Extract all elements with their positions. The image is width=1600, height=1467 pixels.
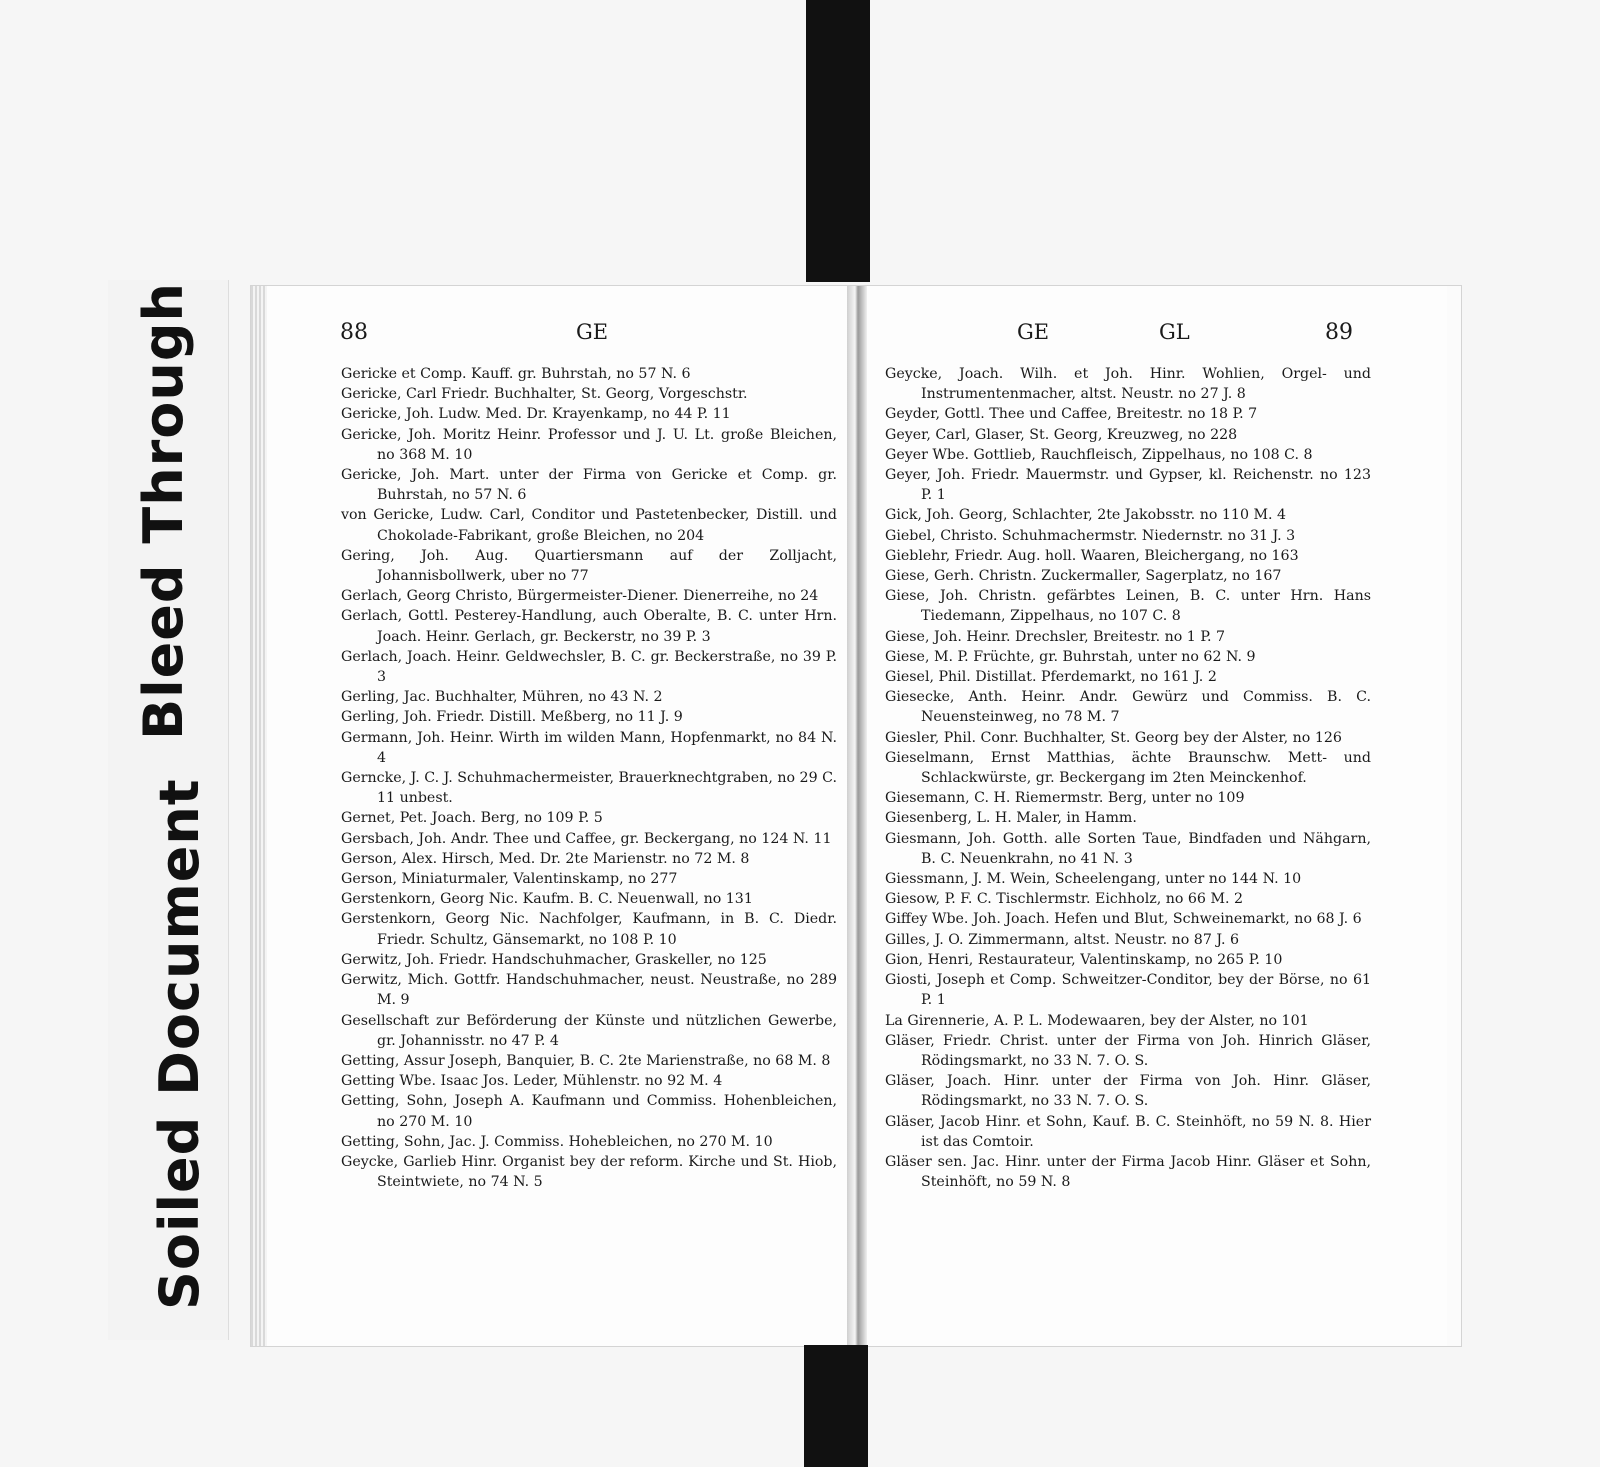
directory-entry: Gericke et Comp. Kauff. gr. Buhrstah, no 57 N. 6 — [341, 366, 691, 382]
directory-entry: Getting, Sohn, Joseph A. Kaufmann und Commiss. Hohenbleichen, no 270 M. 10 — [341, 1093, 837, 1130]
directory-entry: Giesow, P. F. C. Tischlermstr. Eichholz, no 66 M. 2 — [885, 891, 1244, 908]
directory-entry: Gläser, Joach. Hinr. unter der Firma von Joh. Hinr. Gläser, Rödingsmarkt, no 33 N. 7. O. S. — [885, 1073, 1371, 1110]
directory-entry: Gläser, Jacob Hinr. et Sohn, Kauf. B. C. Steinhöft, no 59 N. 8. Hier ist das Comtoir. — [885, 1113, 1371, 1150]
right-page-number: 89 — [1325, 320, 1353, 345]
directory-entry: Gerwitz, Joh. Friedr. Handschuhmacher, Graskeller, no 125 — [341, 951, 767, 968]
directory-entry: Geycke, Joach. Wilh. et Joh. Hinr. Wohlien, Orgel- und Instrumentenmacher, altst. Neustr. no 27 J. 8 — [885, 366, 1371, 403]
left-page-number: 88 — [340, 320, 368, 345]
directory-entry: Giese, Gerh. Christn. Zuckermaller, Sagerplatz, no 167 — [885, 568, 1282, 585]
book-gutter — [847, 286, 867, 1346]
soiled-document-label: Soiled Document — [148, 778, 211, 1310]
directory-entry: Gersbach, Joh. Andr. Thee und Caffee, gr. Beckergang, no 124 N. 11 — [341, 830, 832, 847]
directory-entry: Gerstenkorn, Georg Nic. Kaufm. B. C. Neuenwall, no 131 — [341, 891, 753, 908]
bleed-through-label: Bleed Through — [132, 282, 195, 740]
directory-entry: Gieselmann, Ernst Matthias, ächte Braunschw. Mett- und Schlackwürste, gr. Beckergang im 2ten Meinckenhof. — [885, 749, 1371, 787]
directory-entry: Gerson, Miniaturmaler, Valentinskamp, no 277 — [341, 871, 678, 888]
left-entry-list — [341, 364, 837, 1192]
right-page-heading-right: GL — [1159, 320, 1190, 344]
directory-entry: Gericke, Joh. Mart. unter der Firma von Gericke et Comp. gr. Buhrstah, no 57 N. 6 — [341, 467, 837, 504]
binding-strap-top — [806, 0, 870, 282]
directory-entry: Gilles, J. O. Zimmermann, altst. Neustr. no 87 J. 6 — [885, 931, 1240, 948]
directory-entry: Getting, Sohn, Jac. J. Commiss. Hohebleichen, no 270 M. 10 — [341, 1133, 773, 1150]
directory-entry: Gion, Henri, Restaurateur, Valentinskamp, no 265 P. 10 — [885, 951, 1283, 968]
directory-entry: Giese, Joh. Heinr. Drechsler, Breitestr. no 1 P. 7 — [885, 628, 1226, 645]
left-page-heading: GE — [576, 320, 609, 344]
directory-entry: Gerling, Jac. Buchhalter, Mühren, no 43 N. 2 — [341, 689, 663, 706]
directory-entry: Gering, Joh. Aug. Quartiersmann auf der Zolljacht, Johannisbollwerk, uber no 77 — [341, 547, 837, 585]
directory-entry: Germann, Joh. Heinr. Wirth im wilden Mann, Hopfenmarkt, no 84 N. 4 — [341, 729, 837, 766]
right-entry-list — [885, 364, 1371, 1192]
directory-entry: Getting, Assur Joseph, Banquier, B. C. 2te Marienstraße, no 68 M. 8 — [341, 1052, 831, 1069]
directory-entry: Gerson, Alex. Hirsch, Med. Dr. 2te Marienstr. no 72 M. 8 — [341, 850, 750, 867]
directory-entry: Geyer, Carl, Glaser, St. Georg, Kreuzweg, no 228 — [885, 426, 1238, 443]
directory-entry: Gerlach, Gottl. Pesterey-Handlung, auch Oberalte, B. C. unter Hrn. Joach. Heinr. Gerlach, gr. Beckerstr, no 39 P. 3 — [341, 608, 837, 645]
page-edges — [251, 286, 267, 1346]
directory-entry: Gläser, Friedr. Christ. unter der Firma von Joh. Hinrich Gläser, Rödingsmarkt, no 33 N. 7. O. S. — [885, 1032, 1371, 1069]
directory-entry: Geyder, Gottl. Thee und Caffee, Breitestr. no 18 P. 7 — [885, 406, 1258, 423]
directory-entry: von Gericke, Ludw. Carl, Conditor und Pastetenbecker, Distill. und Chokolade-Fabrikant, große Bleichen, no 204 — [341, 507, 837, 544]
directory-entry: Gerling, Joh. Friedr. Distill. Meßberg, no 11 J. 9 — [341, 709, 683, 726]
directory-entry: Gläser sen. Jac. Hinr. unter der Firma Jacob Hinr. Gläser et Sohn, Steinhöft, no 59 N. 8 — [885, 1153, 1371, 1191]
right-page — [867, 286, 1447, 1346]
directory-entry: Giesenberg, L. H. Maler, in Hamm. — [885, 810, 1137, 827]
directory-entry: Giffey Wbe. Joh. Joach. Hefen und Blut, Schweinemarkt, no 68 J. 6 — [885, 911, 1362, 928]
directory-entry: Gericke, Carl Friedr. Buchhalter, St. Georg, Vorgeschstr. — [341, 386, 748, 403]
directory-entry: La Girennerie, A. P. L. Modewaaren, bey der Alster, no 101 — [885, 1012, 1309, 1029]
right-page-heading-left: GE — [1017, 320, 1050, 344]
directory-entry: Gerlach, Joach. Heinr. Geldwechsler, B. C. gr. Beckerstraße, no 39 P. 3 — [341, 648, 837, 686]
directory-entry: Gieblehr, Friedr. Aug. holl. Waaren, Bleichergang, no 163 — [885, 547, 1299, 564]
directory-entry: Giebel, Christo. Schuhmachermstr. Niedernstr. no 31 J. 3 — [885, 527, 1296, 544]
directory-entry: Giesmann, Joh. Gotth. alle Sorten Taue, Bindfaden und Nähgarn, B. C. Neuenkrahn, no 41 N. 3 — [885, 830, 1371, 867]
directory-entry: Gerstenkorn, Georg Nic. Nachfolger, Kaufmann, in B. C. Diedr. Friedr. Schultz, Gänsemarkt, no 108 P. 10 — [341, 911, 837, 948]
directory-entry: Geyer Wbe. Gottlieb, Rauchfleisch, Zippelhaus, no 108 C. 8 — [885, 446, 1313, 463]
directory-entry: Gesellschaft zur Beförderung der Künste und nützlichen Gewerbe, gr. Johannisstr. no 47 P. 4 — [341, 1012, 837, 1049]
directory-entry: Gericke, Joh. Moritz Heinr. Professor und J. U. Lt. große Bleichen, no 368 M. 10 — [341, 426, 837, 463]
directory-entry: Gick, Joh. Georg, Schlachter, 2te Jakobsstr. no 110 M. 4 — [885, 507, 1287, 524]
directory-entry: Giesler, Phil. Conr. Buchhalter, St. Georg bey der Alster, no 126 — [885, 729, 1342, 746]
directory-entry: Gerncke, J. C. J. Schuhmachermeister, Brauerknechtgraben, no 29 C. 11 unbest. — [341, 770, 837, 807]
directory-entry: Gerwitz, Mich. Gottfr. Handschuhmacher, neust. Neustraße, no 289 M. 9 — [341, 972, 837, 1009]
directory-entry: Geyer, Joh. Friedr. Mauermstr. und Gypser, kl. Reichenstr. no 123 P. 1 — [885, 467, 1371, 504]
directory-entry: Geycke, Garlieb Hinr. Organist bey der reform. Kirche und St. Hiob, Steintwiete, no 74 N. 5 — [341, 1153, 837, 1191]
directory-entry: Giese, M. P. Früchte, gr. Buhrstah, unter no 62 N. 9 — [885, 648, 1256, 665]
left-page — [267, 286, 847, 1346]
directory-entry: Giesecke, Anth. Heinr. Andr. Gewürz und Commiss. B. C. Neuensteinweg, no 78 M. 7 — [885, 689, 1371, 726]
left-page-header — [267, 320, 847, 350]
right-page-header — [867, 320, 1447, 350]
directory-entry: Giesel, Phil. Distillat. Pferdemarkt, no 161 J. 2 — [885, 669, 1217, 686]
directory-entry: Giosti, Joseph et Comp. Schweitzer-Conditor, bey der Börse, no 61 P. 1 — [885, 972, 1371, 1009]
directory-entry: Gericke, Joh. Ludw. Med. Dr. Krayenkamp, no 44 P. 11 — [341, 406, 731, 423]
directory-entry: Gernet, Pet. Joach. Berg, no 109 P. 5 — [341, 810, 603, 827]
directory-entry: Gerlach, Georg Christo, Bürgermeister-Diener. Dienerreihe, no 24 — [341, 588, 819, 605]
directory-entry: Giesemann, C. H. Riemermstr. Berg, unter no 109 — [885, 790, 1245, 807]
directory-entry: Giese, Joh. Christn. gefärbtes Leinen, B. C. unter Hrn. Hans Tiedemann, Zippelhaus, no 107 C. 8 — [885, 588, 1371, 625]
open-book — [250, 285, 1462, 1347]
directory-entry: Giessmann, J. M. Wein, Scheelengang, unter no 144 N. 10 — [885, 871, 1302, 888]
directory-entry: Getting Wbe. Isaac Jos. Leder, Mühlenstr. no 92 M. 4 — [341, 1073, 723, 1090]
binding-strap-bottom — [804, 1345, 868, 1467]
